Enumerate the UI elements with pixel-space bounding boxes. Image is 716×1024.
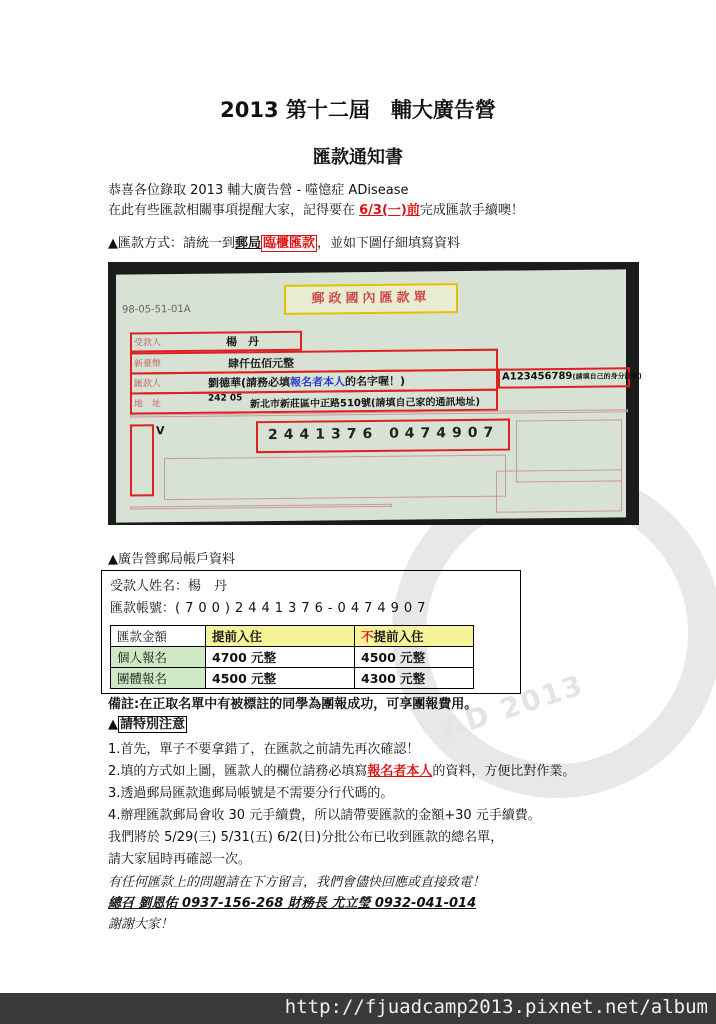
contact-line-2: 總召 劉恩佑 0937-156-268 財務長 尤立瑩 0932-041-014 (108, 896, 477, 911)
watermark-lettering: AD 2013 (438, 668, 589, 745)
notice-item-1: 1.首先，單子不要拿錯了，在匯款之前請先再次確認！ (108, 742, 420, 757)
intro-text: 在此有些匯款相關事項提醒大家，記得要在 (108, 203, 360, 218)
method-line (108, 234, 460, 254)
notice-item-4: 4.辦理匯款郵局會收 30 元手續費，所以請帶要匯款的金額+30 元手續費。 (108, 808, 541, 823)
remark-line: 備註:在正取名單中有被標註的同學為團報成功，可享團報費用。 (108, 697, 478, 712)
contact-line-1: 有任何匯款上的問題請在下方留言，我們會儘快回應或直接致電！ (108, 875, 486, 890)
form-header: 郵政國內匯款單 (284, 283, 458, 315)
notice-item-2-text-end: 的資料，方便比對作業。 (432, 764, 576, 779)
payee-label: 受款人 (134, 338, 162, 349)
id-number (502, 370, 642, 382)
table-header: 匯款金額 (111, 626, 206, 647)
footer-url[interactable]: http://fjuadcamp2013.pixnet.net/album (284, 996, 708, 1018)
fee-table (110, 625, 474, 689)
notice-item-6: 請大家屆時再確認一次。 (108, 852, 252, 867)
table-cell: 個人報名 (111, 647, 206, 668)
table-cell: 4300 元整 (355, 668, 474, 689)
method-text: ▲匯款方式：請統一到 (108, 236, 235, 251)
notice-item-5: 我們將於 5/29(三) 5/31(五) 6/2(日)分批公布已收到匯款的總名單， (108, 830, 504, 845)
form-paper (116, 269, 642, 522)
payee-name-line: 受款人姓名：楊 丹 (110, 579, 228, 594)
contact-line-3: 謝謝大家！ (108, 917, 174, 932)
account-info-box (101, 570, 521, 694)
account-side-label (130, 424, 154, 496)
account-digits: 2441376 0474907 (268, 424, 500, 444)
table-header (355, 626, 474, 647)
form-bottom-line (130, 504, 392, 510)
remittance-form-photo (108, 262, 642, 525)
amount-label: 新臺幣 (134, 359, 162, 370)
v-mark: V (156, 424, 165, 438)
footer-bar (0, 993, 716, 1024)
method-text-end: ，並如下圖仔細填寫資料 (317, 236, 461, 251)
table-cell: 4700 元整 (206, 647, 355, 668)
notice-item-2 (108, 762, 575, 782)
amount-words: 肆仟伍佰元整 (228, 356, 294, 371)
remitter-label: 匯款人 (134, 379, 162, 390)
remitter-name (208, 373, 405, 391)
counter-remit-text: 臨櫃匯款 (263, 236, 316, 251)
address-value: 新北市新莊區中正路510號(請填自己家的通訊地址) (250, 396, 481, 411)
account-number: (700)2441376-0474907 (175, 601, 431, 616)
page-title: 2013 第十二屆 輔大廣告營 (220, 98, 496, 122)
remitter-text: 劉德華(請務必填 (208, 375, 291, 390)
intro-line-1: 恭喜各位錄取 2013 輔大廣告營 - 噬憶症 ADisease (108, 183, 409, 198)
deadline-date: 6/3(一)前 (359, 203, 420, 218)
table-row (111, 647, 474, 668)
payee-name: 楊 丹 (226, 335, 259, 349)
table-header-rest: 提前入住 (373, 629, 424, 644)
account-number-label: 匯款帳號： (110, 601, 176, 616)
address-label: 地 址 (134, 399, 162, 410)
table-cell: 4500 元整 (206, 668, 355, 689)
table-header: 提前入住 (206, 626, 355, 647)
table-row (111, 668, 474, 689)
account-heading: ▲廣告營郵局帳戶資料 (108, 552, 235, 567)
notice-arrow: ▲ (108, 717, 118, 732)
table-header-row (111, 626, 474, 647)
form-code: 98-05-51-01A (122, 303, 191, 316)
notice-heading (108, 715, 187, 735)
page-subtitle: 匯款通知書 (313, 147, 403, 168)
notice-heading-text: 請特別注意 (120, 717, 186, 732)
form-stamp-box (496, 469, 622, 512)
notice-item-2-text: 2.填的方式如上圖，匯款人的欄位請務必填寫 (108, 764, 368, 779)
notice-item-3: 3.透過郵局匯款進郵局帳號是不需要分行代碼的。 (108, 786, 394, 801)
form-lower-grid (164, 455, 506, 501)
intro-line-2 (108, 201, 524, 221)
id-value: A123456789 (502, 370, 573, 383)
post-office-text: 郵局 (235, 236, 262, 251)
zip-code: 242 05 (208, 393, 243, 404)
table-cell: 團體報名 (111, 668, 206, 689)
remitter-highlight: 報名者本人 (290, 375, 346, 389)
account-number-line (110, 597, 430, 616)
not-prefix: 不 (361, 629, 374, 644)
notice-highlight: 報名者本人 (367, 764, 433, 779)
table-cell: 4500 元整 (355, 647, 474, 668)
id-note: (請填自己的身分證號) (572, 372, 642, 381)
intro-text-end: 完成匯款手續噢！ (419, 203, 524, 218)
remitter-text-end: 的名字喔！) (345, 374, 406, 389)
